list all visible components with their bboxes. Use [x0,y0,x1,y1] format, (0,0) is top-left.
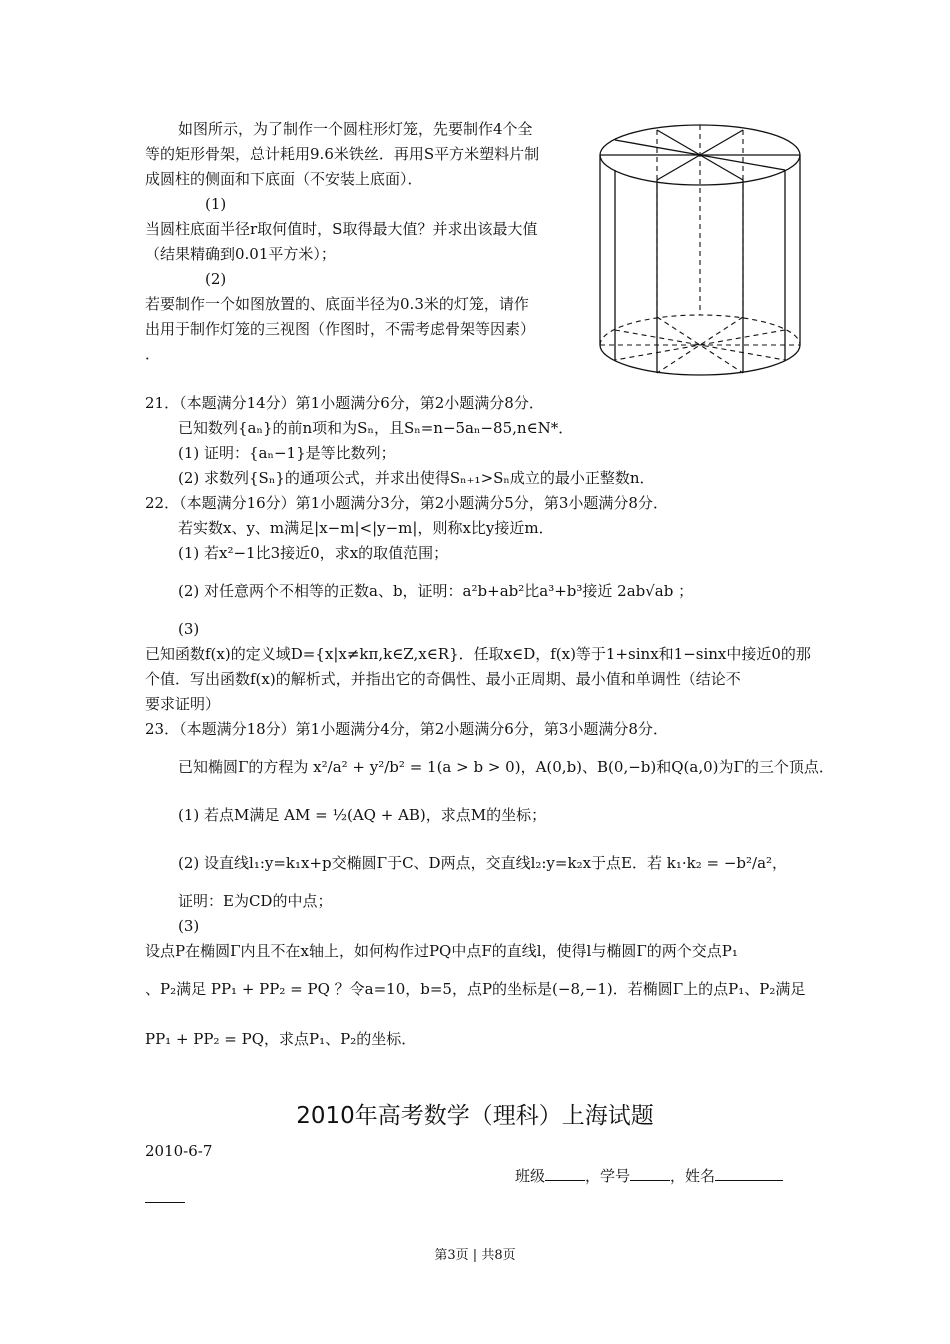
name-blank[interactable] [715,1165,783,1181]
p23-part2-b: 证明：E为CD的中点； [178,892,333,910]
p23-header: 23．（本题满分18分）第1小题满分4分，第2小题满分6分，第3小题满分8分． [145,720,668,738]
p20-part2-text-3: ． [145,345,161,363]
p20-part1-text-2: （结果精确到0.01平方米）； [145,245,336,263]
p23-part3-text-3: PP₁ + PP₂ = PQ，求点P₁、P₂的坐标． [145,1030,417,1048]
p21-given: 已知数列{aₙ}的前n项和为Sₙ，且Sₙ=n−5aₙ−85,n∈N*． [178,419,574,437]
p20-intro-1: 如图所示，为了制作一个圆柱形灯笼，先要制作4个全 [178,120,533,138]
p21-part1: (1) 证明：{aₙ−1}是等比数列； [178,444,396,462]
id-blank[interactable] [630,1165,670,1181]
p20-intro-3: 成圆柱的侧面和下底面（不安装上底面）． [145,170,423,188]
p23-part1: (1) 若点M满足 AM = ½(AQ + AB)，求点M的坐标； [178,806,547,824]
p20-part2-label: (2) [205,270,227,288]
p20-intro-2: 等的矩形骨架，总计耗用9.6米铁丝．再用S平方米塑料片制 [145,145,540,163]
p21-part2: (2) 求数列{Sₙ}的通项公式，并求出使得Sₙ₊₁>Sₙ成立的最小正整数n． [178,469,655,487]
id-label: ，学号 [585,1167,631,1185]
class-blank[interactable] [545,1165,585,1181]
cylinder-lantern-icon [595,120,810,389]
p22-part3-label: (3) [178,620,200,638]
p20-part2-text-1: 若要制作一个如图放置的、底面半径为0.3米的灯笼，请作 [145,295,529,313]
p23-part3-text-2: 、P₂满足 PP₁ + PP₂ = PQ ？令a=10，b=5，点P的坐标是(−8,−1)．若椭圆Γ上的点P₁、P₂满足 [145,980,806,998]
name-label: ，姓名 [670,1167,716,1185]
exam-date: 2010-6-7 [145,1142,213,1160]
page-footer: 第3页 | 共8页 [434,1248,516,1263]
p20-part1-label: (1) [205,195,227,213]
p22-part3-text-3: 要求证明） [145,695,221,713]
p22-part2: (2) 对任意两个不相等的正数a、b，证明：a²b+ab²比a³+b³接近 2ab√ab ； [178,582,694,600]
exam-title: 2010年高考数学（理科）上海试题 [296,1103,654,1129]
p23-part2: (2) 设直线l₁:y=k₁x+p交椭圆Γ于C、D两点，交直线l₂:y=k₂x于点E．若 k₁·k₂ = −b²/a²， [178,854,788,872]
p22-header: 22．（本题满分16分）第1小题满分3分，第2小题满分5分，第3小题满分8分． [145,494,668,512]
p22-part3-text-1: 已知函数f(x)的定义域D={x|x≠kπ,k∈Z,x∈R}．任取x∈D，f(x)等于1+sinx和1−sinx中接近0的那 [145,645,811,663]
p23-part3-text-1: 设点P在椭圆Γ内且不在x轴上，如何构作过PQ中点F的直线l，使得l与椭圆Γ的两个交点P₁ [145,942,738,960]
class-label: 班级 [515,1167,546,1185]
p20-part2-text-2: 出用于制作灯笼的三视图（作图时，不需考虑骨架等因素） [145,320,536,338]
p23-part3-label: (3) [178,917,200,935]
p22-definition: 若实数x、y、m满足|x−m|<|y−m|，则称x比y接近m． [178,519,554,537]
p22-part1: (1) 若x²−1比3接近0，求x的取值范围； [178,544,449,562]
name-blank-continued [145,1202,185,1203]
p20-part1-text-1: 当圆柱底面半径r取何值时，S取得最大值？并求出该最大值 [145,220,538,238]
p21-header: 21．（本题满分14分）第1小题满分6分，第2小题满分8分． [145,394,544,412]
p22-part3-text-2: 个值．写出函数f(x)的解析式，并指出它的奇偶性、最小正周期、最小值和单调性（结论不 [145,670,741,688]
p23-given: 已知椭圆Γ的方程为 x²/a² + y²/b² = 1(a > b > 0)，A(0,b)、B(0,−b)和Q(a,0)为Γ的三个顶点． [178,758,834,776]
student-info [515,1165,783,1187]
